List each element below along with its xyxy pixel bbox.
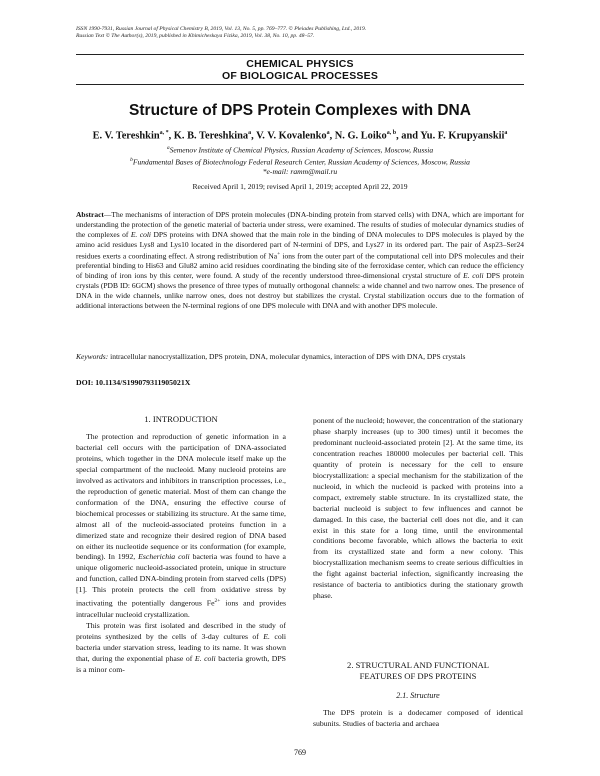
author-5-affil: a [504,130,508,136]
section-2-heading-line-1: 2. STRUCTURAL AND FUNCTIONAL [347,660,489,670]
author-4-affil: a, b [386,130,397,136]
section-2-heading-line-2: FEATURES OF DPS PROTEINS [359,671,477,681]
abstract-label: Abstract [76,210,104,219]
section-2-heading [313,660,523,682]
affiliation-a-text: Semenov Institute of Chemical Physics, Russian Academy of Sciences, Moscow, Russia [169,145,434,155]
subsection-2-1-heading: 2.1. Structure [396,691,440,700]
doi: DOI: 10.1134/S199079311905021X [76,378,191,387]
abstract [76,210,524,311]
intro-p2-text-2: coli bacteria under starvation stress, leading to its name. It was shown that, during the exponential phase of [76,631,286,663]
issn-line-1: ISSN 1990-7931, Russian Journal of Physical Chemistry B, 2019, Vol. 13, No. 5, pp. 769–777. © Pleiades Publishing, Ltd., 2019. [76,26,367,32]
intro-p2-text-3: bacteria growth, DPS is a minor com- [76,653,286,674]
section-2-paragraph-1: The DPS protein is a dodecamer composed of identical subunits. Studies of bacteria and archaea [313,708,523,728]
intro-p1-text: The protection and reproduction of genetic information in a bacterial cell occurs with the participation of DNA-associated proteins, which together in the DNA molecule itself make up the special compartment of the nucleoid. Many nucleoid proteins are involved as activators and inhibitors in transcription processes, i.e., the reproduction of genetic material. Most of them can change the conformation of the DNA, ensuring the effective course of biochemical processes or stabilizing its structure. At the same time, almost all of the nucleoid-associated proteins function in a dimerized state and recognize their desired region of DNA based on either its nucleotide sequence or its conformation (for example, bending). In 1992, [76,432,286,562]
page-number: 769 [294,748,306,757]
abstract-text-3: ions from the outer part of the computational cell into DPS molecules and their preferential binding to His63 and Glu82 amino acid residues coordinating the binding site of the ferroxidase center, which can reduce the efficiency of binding of iron ions by this center, were found. A study of the recently understood three-dimensional crystal structure of [76,251,524,280]
intro-p2-italic-1: E. [263,631,270,641]
column-right-bottom [313,708,523,730]
abstract-italic-1: E. coli [130,229,151,239]
intro-p1-sup: 2+ [214,598,221,605]
section-rule-bottom [76,84,524,85]
journal-section-label [0,58,600,82]
author-2-affil: a [248,130,252,136]
abstract-text-4: DPS protein crystals (PDB ID: 6GCM) shows the presence of three types of mutually orthogonal channels: a wide channel and two narrow ones. The presence of DNA in the wide channels, unlike narrow ones, does not destroy but stabilizes the crystal. Crystal stabilization occurs due to the formation of additional interactions between the N-terminal regions of one DPS molecule with DNA and with another DPS molecule. [76,270,524,310]
keywords [76,352,524,362]
abstract-italic-2: E. coli [463,270,484,280]
intro-p1-text-3: ions and provides intracellular nucleoid crystallization. [76,598,286,619]
author-1: E. V. Tereshkin [92,130,160,142]
abstract-text-2: DPS proteins with DNA showed that the main role in the binding of DNA molecules to DPS molecules is played by the amino acid residues Lys8 and Lys10 located in the disordered part of N-termini of DPS, and Lys27 in its ordered part. The pair of Asp23–Ser24 residues exerts a coordinating effect. A strong redistribution of Na [76,229,525,261]
affiliation-b-text: Fundamental Bases of Biotechnology Federal Research Center, Russian Academy of Sciences, Moscow, Russia [132,157,470,167]
intro-p1-italic: Escherichia coli [138,552,190,562]
article-title: Structure of DPS Protein Complexes with DNA [129,102,471,119]
author-2: , K. B. Tereshkina [168,130,249,142]
abstract-sup: + [277,250,281,257]
affiliation-b-mark: b [130,157,133,163]
column-right [313,416,523,602]
author-3-affil: a [326,130,330,136]
intro-heading: 1. INTRODUCTION [144,414,218,424]
affiliation-b [0,155,600,168]
author-4: , N. G. Loiko [329,130,387,142]
intro-p2-text-1: This protein was first isolated and described in the study of proteins synthesized by the cells of 3-day cultures of [76,620,286,641]
author-1-affil: a, * [159,130,169,136]
affiliation-a [0,143,600,156]
issn-line-2: Russian Text © The Author(s), 2019, published in Khimicheskaya Fizika, 2019, Vol. 38, No. 10, pp. 48–57. [76,33,315,39]
section-label-line-1: CHEMICAL PHYSICS [246,58,354,70]
affiliation-a-mark: a [166,145,170,151]
abstract-text-1: —The mechanisms of interaction of DPS protein molecules (DNA-binding protein from starved cells) with DNA, which are important for understanding the protection of the genetic material of bacteria under stress, were examined. The results of studies of molecular dynamics studies of the complexes of [76,210,524,239]
intro-p2-italic-2: E. coli [194,653,216,663]
author-5: , and Yu. F. Krupyanskii [396,130,505,142]
author-3: , V. V. Kovalenko [251,130,327,142]
column-left [76,432,286,676]
section-label-line-2: OF BIOLOGICAL PROCESSES [221,70,379,82]
section-rule-top [76,54,524,55]
keywords-label: Keywords: [76,352,109,361]
intro-paragraph-2 [76,621,286,676]
received-dates: Received April 1, 2019; revised April 1, 2019; accepted April 22, 2019 [192,182,408,191]
keywords-text: intracellular nanocrystallization, DPS protein, DNA, molecular dynamics, interaction of DPS with DNA, DPS crystals [108,352,466,361]
author-list [0,127,600,142]
intro-p1-text-2: bacteria was found to have a unique oligomeric nucleoid-associated protein, unique in structure and function, called DNA-binding protein from starved cells (DPS) [1]. This protein protects the cell from oxidative stress by inactivating the potentially dangerous Fe [76,552,286,608]
intro-paragraph-1 [76,432,286,621]
author-email: *e-mail: ramm@mail.ru [262,167,338,176]
intro-paragraph-continued: ponent of the nucleoid; however, the concentration of the stationary phase sharply increases (up to 300 times) until it becomes the predominant nucleoid-associated protein [2]. At the same time, its concentration reaches 180000 molecules per bacterial cell. This quantity of protein is necessary for the cell to ensure biocrystallization: a special mechanism for the stabilization of the nucleoid, in which the nucleoid is packed with proteins into a compact, extremely stable structure. In its crystallized state, the bacterial nucleoid is subject to few influences and cannot be damaged. In this case, the bacterial cell does not die, and it can exist in this state for a long time, until the environmental conditions become favorable, which allows the bacteria to exit from its crystallized state and form a new colony. This biocrystallization mechanism seems to create serious difficulties in the fight against bacterial infection, significantly increasing the resistance of bacteria to antibiotics during the stationary growth phase. [313,416,523,601]
journal-issn-header [76,26,536,40]
